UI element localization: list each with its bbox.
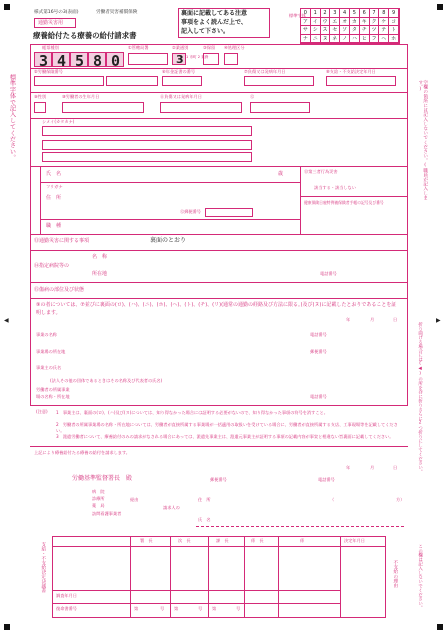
- sample-char-cell: 8: [379, 9, 389, 18]
- divider-v: [208, 536, 209, 618]
- sample-char-cell: 1: [311, 9, 321, 18]
- workplace-phone: 電話番号: [310, 394, 327, 399]
- occurrence-label: ⑦負傷又は発病年月日: [244, 69, 286, 74]
- report-cell: 号: [236, 606, 241, 611]
- inj-date-field[interactable]: [160, 102, 242, 113]
- left-vertical-note: 標準字体で記入してください。: [8, 74, 16, 161]
- treatment-label: ⑧支給・不支給決定年月日: [326, 69, 376, 74]
- insurance-no-label: ⑤労働保険番号: [34, 69, 63, 74]
- sample-char-cell: ナ: [301, 35, 311, 44]
- sample-char-cell: 6: [360, 9, 370, 18]
- divider: [30, 118, 408, 119]
- hospital-line-2: 診療所: [92, 496, 105, 501]
- sample-char-cell: 3: [330, 9, 340, 18]
- divider-v: [340, 536, 341, 618]
- facility-phone: 電話番号: [320, 271, 337, 276]
- divider: [30, 250, 408, 251]
- sample-char-cell: 0: [301, 9, 311, 18]
- injury-label: ⑮傷病の部位及び状態: [34, 287, 85, 293]
- sample-char-cell: チ: [360, 26, 370, 35]
- sample-char-cell: ク: [370, 18, 380, 27]
- katakana-field-2[interactable]: [42, 140, 252, 150]
- biz-note: (法人その他の団体であるときはその名称及び代表者の氏名): [50, 378, 163, 383]
- workplace-addr: 場の名称・所在地: [36, 394, 70, 399]
- decision-side-label: 支給・不支給決定決議書: [40, 542, 46, 593]
- form-number-digit: 0: [111, 52, 121, 70]
- sample-char-cell: ハ: [350, 35, 360, 44]
- form-title: 療養給付たる療養の給付請求書: [33, 31, 137, 40]
- sample-char-cell: 9: [389, 9, 399, 18]
- commute-label-box: [34, 18, 76, 28]
- divider-v: [170, 536, 171, 618]
- report-cell: 第: [174, 606, 179, 611]
- form-kind: 労働者災害補償保険: [96, 10, 138, 15]
- cert-day: 日: [393, 317, 398, 322]
- commute-matters: ⑬通勤災害に関する事項: [34, 238, 90, 244]
- pension-label: ⑥年金証書の番号: [162, 69, 196, 74]
- divider: [30, 234, 408, 235]
- sample-char-cell: サ: [301, 26, 311, 35]
- pension-field[interactable]: [162, 76, 202, 86]
- sample-char-cell: ノ: [340, 35, 350, 44]
- divider-v: [300, 166, 301, 234]
- divider: [30, 166, 408, 167]
- request-text: 上記により療養給付たる療養の給付を請求します。: [34, 450, 130, 455]
- sample-char-cell: ソ: [340, 26, 350, 35]
- birth-field[interactable]: [62, 102, 144, 113]
- divider: [30, 92, 408, 93]
- treatment-field[interactable]: [326, 76, 396, 86]
- facility-addr: 所在地: [92, 271, 108, 277]
- cert-month: 月: [370, 317, 375, 322]
- header-staff: 係: [300, 538, 305, 543]
- sample-char-cell: 5: [350, 9, 360, 18]
- paren-left: （: [330, 497, 335, 502]
- corner-marker: [437, 624, 443, 630]
- furigana-label: フリガナ: [46, 184, 63, 189]
- form-number-box[interactable]: [88, 52, 106, 70]
- divider-v: [244, 536, 245, 618]
- note-3: 3 派遣労働者について、療養給付のみの請求がなされる場合にあっては、派遣先事業主は、派遣元事業主が証明する事項の記載内容が事実と相違ない旨裏面に記載してください。: [56, 434, 394, 439]
- form-number-box[interactable]: [34, 52, 52, 70]
- sample-char-cell: カ: [350, 18, 360, 27]
- form-number-box[interactable]: [106, 52, 124, 70]
- divider: [300, 196, 408, 197]
- commute-label: 通勤災害用: [38, 20, 64, 26]
- ledger-opts: 1 市町 2 業務: [186, 55, 209, 59]
- biz-name: 事業の名称: [36, 332, 57, 337]
- divider: [52, 546, 386, 547]
- report-cell: 第: [134, 606, 139, 611]
- report-cell: 第: [212, 606, 217, 611]
- note-2: 2 労働者の所属事業場の名称・所在地については、労働者が直接所属する事業場が一括適用の取扱いを受けている場合に、労働者が直接所属する支店、工事現場等を記載してください。: [56, 422, 398, 433]
- form-number-digit: 4: [57, 52, 67, 70]
- sample-char-cell: ヌ: [321, 35, 331, 44]
- notice-line3: 記入して下さい。: [181, 28, 230, 35]
- cert-text: ⑨の者については、⑦並びに裏面の(ロ)、(ハ)、(ニ)、(ホ)、(ヘ)、(ト)、(チ)、(リ)(通常の通勤の経路及び方法に限る。)及び(ヌ)に記載したとおりであることを証明します。: [36, 302, 397, 316]
- ledger-label: ④処理区分: [224, 45, 245, 50]
- sample-char-cell: ヒ: [360, 35, 370, 44]
- form-number-box[interactable]: [70, 52, 88, 70]
- sample-char-cell: タ: [350, 26, 360, 35]
- name-label: 氏 名: [46, 171, 62, 177]
- sample-char-cell: ウ: [321, 18, 331, 27]
- notes-head: (注意): [36, 409, 48, 414]
- header-chief: 署 長: [140, 538, 153, 543]
- right-vertical-top: 空欄の箇所には記入しないでください。(職員が記入します。): [417, 80, 428, 200]
- divider: [30, 298, 408, 299]
- note-1: 1 事業主は、裏面の(ロ)、(ハ)及び(ヌ)については、知り得なかった場合には証明する必要がないので、知り得なかった事項の符号を消すこと。: [56, 410, 328, 415]
- pref-field[interactable]: [128, 53, 168, 65]
- paren-right: 方）: [396, 497, 405, 502]
- sample-char-cell: ト: [389, 26, 399, 35]
- via: 経由: [130, 497, 139, 502]
- insurance-no-field[interactable]: [34, 76, 104, 86]
- job-label: 職 種: [46, 223, 62, 229]
- insured-label: ③保留: [203, 45, 216, 50]
- sample-char-cell: コ: [389, 18, 399, 27]
- req-day: 日: [393, 465, 398, 470]
- header-subsection: 係 長: [251, 538, 264, 543]
- form-number-box[interactable]: [52, 52, 70, 70]
- time-label: ⑫: [250, 94, 255, 99]
- ref-label: 標準字体: [289, 13, 306, 18]
- hospital-line-1: 病 院: [92, 489, 105, 494]
- biz-addr: 事業場の所在地: [36, 349, 66, 354]
- divider: [30, 446, 408, 447]
- right-vertical-mid: 折り曲げる場合には(◀)の所を谷に折りさらに2つ折りにしてください。: [417, 322, 423, 474]
- see-back: 裏面のとおり: [150, 237, 187, 244]
- facility-label: ⑭指定病院等の: [34, 263, 70, 269]
- right-vertical-bottom: この欄は記入しないでください。: [417, 544, 423, 610]
- req-phone: 電話番号: [318, 477, 335, 482]
- header-deputy: 次 長: [178, 538, 191, 543]
- req-year: 年: [346, 465, 351, 470]
- katakana-field[interactable]: [42, 126, 252, 136]
- sample-char-cell: エ: [330, 18, 340, 27]
- director: 労働基準監督署長 殿: [72, 475, 133, 482]
- divider: [52, 590, 340, 591]
- report-cell: 号: [160, 606, 165, 611]
- sample-char-cell: 4: [340, 9, 350, 18]
- third-party-value: 該当する・該当しない: [314, 185, 356, 190]
- katakana-label: シメイ(カタカナ): [42, 119, 75, 124]
- cert-year: 年: [346, 317, 351, 322]
- form-number-digit: 5: [75, 52, 85, 70]
- hospital-line-4: 訪問看護事業者: [92, 511, 122, 516]
- divider: [40, 182, 300, 183]
- claimant-name: 氏 名: [198, 517, 211, 522]
- sample-char-cell: オ: [340, 18, 350, 27]
- decision-table: [52, 536, 386, 618]
- corner-marker: [437, 4, 443, 10]
- birth-label: ⑩労働者の生年月日: [62, 94, 100, 99]
- occurrence-field[interactable]: [244, 76, 314, 86]
- sample-char-cell: セ: [330, 26, 340, 35]
- sample-char-cell: 7: [370, 9, 380, 18]
- sex-field[interactable]: [34, 102, 46, 113]
- form-code: 様式第16号の3(表面): [34, 10, 79, 15]
- sample-char-cell: ホ: [389, 35, 399, 44]
- corner-marker: [4, 4, 10, 10]
- workplace-label: 労働者の所属事業: [36, 387, 70, 392]
- sample-char-cell: イ: [311, 18, 321, 27]
- type-value: 3: [176, 53, 184, 66]
- divider: [40, 219, 300, 220]
- hospital-line-3: 薬 局: [92, 503, 105, 508]
- age-unit: 歳: [278, 171, 284, 177]
- req-month: 月: [370, 465, 375, 470]
- claimant: 請求人の: [163, 505, 180, 510]
- facility-name: 名 称: [92, 254, 108, 260]
- name-line: [196, 526, 404, 527]
- header-section: 課 長: [216, 538, 229, 543]
- sample-char-cell: キ: [360, 18, 370, 27]
- sample-char-cell: ネ: [330, 35, 340, 44]
- third-party-label: ⑬第三者行為災害: [304, 169, 338, 174]
- time-field[interactable]: [250, 102, 310, 113]
- divider-v: [40, 166, 41, 234]
- form-number-digit: 8: [93, 52, 103, 70]
- sample-char-cell: ツ: [370, 26, 380, 35]
- employer-name: 事業主の氏名: [36, 365, 62, 370]
- type-field[interactable]: [172, 53, 186, 65]
- fold-mark-left: ◀: [4, 317, 9, 324]
- pref-label: ①管轄局署: [128, 45, 149, 50]
- notice-line2: 事項をよく読んだ上で、: [181, 19, 247, 26]
- report-number: 復命書番号: [56, 606, 77, 611]
- sex-label: ⑨性別: [34, 94, 47, 99]
- sample-char-cell: ケ: [379, 18, 389, 27]
- katakana-field-3[interactable]: [42, 152, 252, 162]
- type-label: ②業通別: [172, 45, 189, 50]
- sample-char-cell: ヘ: [379, 35, 389, 44]
- form-number-digit: 3: [39, 52, 49, 70]
- ledger-field[interactable]: [224, 53, 238, 65]
- req-postal: 郵便番号: [210, 477, 227, 482]
- form-number-boxes: [34, 52, 124, 70]
- fold-mark-right: ▶: [436, 317, 441, 324]
- insurer-label: 健康保険日雇特例被保険者手帳の記号及び番号: [304, 200, 384, 205]
- sample-char-cell: 2: [321, 9, 331, 18]
- claimant-addr: 住 所: [198, 497, 211, 502]
- address-label: 住 所: [46, 195, 62, 201]
- divider: [30, 282, 408, 283]
- postal-field[interactable]: [205, 208, 253, 217]
- divider-v: [130, 536, 131, 618]
- sample-char-cell: ア: [301, 18, 311, 27]
- corner-marker: [4, 624, 10, 630]
- refusal-reason-label: 不支給の理由: [392, 560, 398, 588]
- notice-box: [178, 8, 270, 38]
- sample-char-cell: テ: [379, 26, 389, 35]
- postal-label: ⑫郵便番号: [180, 209, 201, 214]
- divider-v: [278, 536, 279, 618]
- inj-date-label: ⑪負傷又は発病年月日: [160, 94, 202, 99]
- sample-char-cell: フ: [370, 35, 380, 44]
- sample-chars-grid: [300, 8, 400, 44]
- biz-phone: 電話番号: [310, 332, 327, 337]
- biz-postal: 郵便番号: [310, 349, 327, 354]
- header-decision-date: 決定年月日: [344, 538, 365, 543]
- divider: [52, 603, 340, 604]
- sample-char-cell: ニ: [311, 35, 321, 44]
- survey-date: 調査年月日: [56, 593, 77, 598]
- report-cell: 号: [198, 606, 203, 611]
- notice-line1: 裏面に記載してある注意: [181, 10, 248, 17]
- insurance-no-field-2[interactable]: [106, 76, 158, 86]
- sample-char-cell: シ: [311, 26, 321, 35]
- form-number-label: 帳票種別: [42, 45, 59, 50]
- sample-char-cell: ス: [321, 26, 331, 35]
